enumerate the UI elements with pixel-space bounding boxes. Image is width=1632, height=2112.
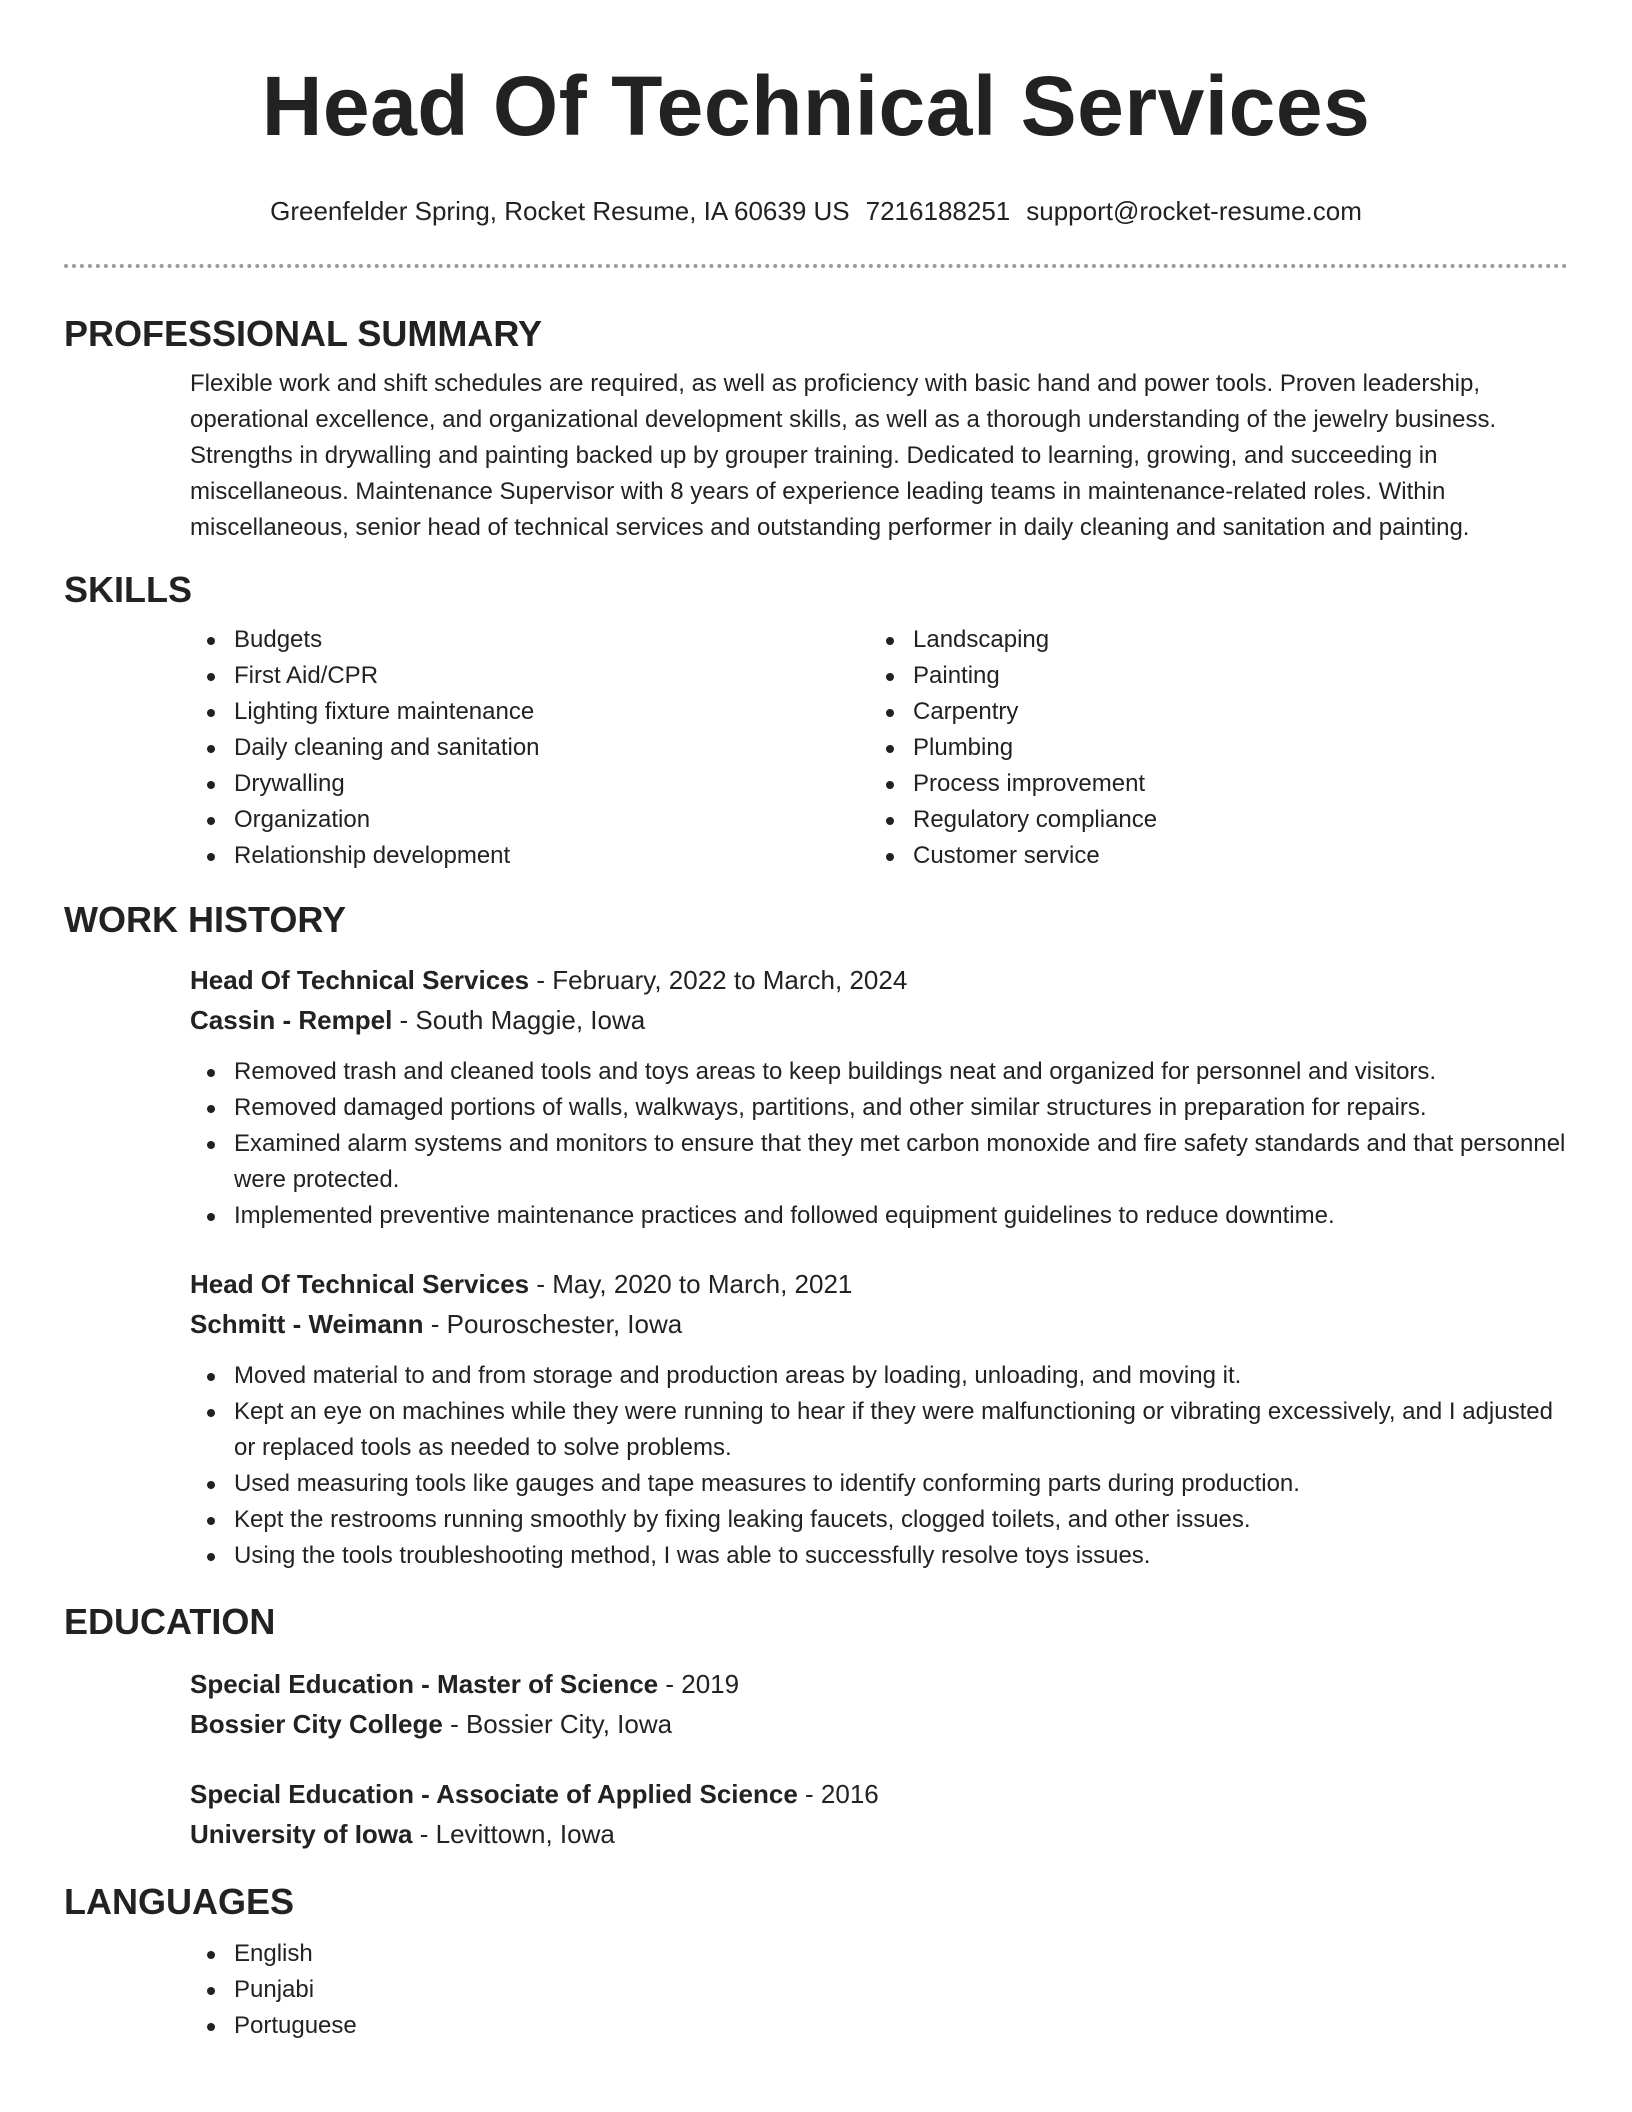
job-company: Cassin - Rempel <box>190 1005 393 1035</box>
job-bullet-list <box>190 1358 1570 1574</box>
job-position: Head Of Technical Services <box>190 965 530 995</box>
education-year: - 2019 <box>658 1669 740 1699</box>
skill-item: Customer service <box>869 838 1548 874</box>
education-location: - Bossier City, Iowa <box>442 1709 673 1739</box>
job-bullet: Removed trash and cleaned tools and toys areas to keep buildings neat and organized for personnel and visitors. <box>190 1054 1570 1090</box>
education-year: - 2016 <box>797 1779 879 1809</box>
skill-item: Relationship development <box>190 838 869 874</box>
job-bullet: Used measuring tools like gauges and tape measures to identify conforming parts during production. <box>190 1466 1570 1502</box>
education-degree: Special Education - Master of Science <box>190 1669 659 1699</box>
candidate-name: Head Of Technical Services <box>261 59 1371 153</box>
skill-item: First Aid/CPR <box>190 658 869 694</box>
work-history-section <box>64 898 1568 1574</box>
language-item: English <box>190 1936 1568 1972</box>
skills-left-column <box>190 622 869 874</box>
job-title-line <box>190 1264 1568 1304</box>
education-school: University of Iowa <box>190 1819 413 1849</box>
contact-phone: 7216188251 <box>865 196 1011 226</box>
skills-right-column <box>869 622 1548 874</box>
job-company-line <box>190 1000 1568 1040</box>
education-degree: Special Education - Associate of Applied Science <box>190 1779 798 1809</box>
education-school-line <box>190 1704 1568 1744</box>
skill-item: Process improvement <box>869 766 1548 802</box>
job-entry <box>190 1264 1568 1574</box>
education-entry <box>190 1664 1568 1744</box>
job-company: Schmitt - Weimann <box>190 1309 424 1339</box>
skill-item: Carpentry <box>869 694 1548 730</box>
skill-item: Organization <box>190 802 869 838</box>
summary-text: Flexible work and shift schedules are required, as well as proficiency with basic hand and power tools. Proven leadership, operational excellence, and organizational development skills, as well as a thorough understanding of the jewelry business. Strengths in drywalling and painting backed up by grouper training. Dedicated to learning, growing, and succeeding in miscellaneous. Maintenance Supervisor with 8 years of experience leading teams in maintenance-related roles. Within miscellaneous, senior head of technical services and outstanding performer in daily cleaning and sanitation and painting. <box>190 370 1497 541</box>
education-location: - Levittown, Iowa <box>412 1819 615 1849</box>
job-location: - Pouroschester, Iowa <box>423 1309 683 1339</box>
job-position: Head Of Technical Services <box>190 1269 530 1299</box>
skill-item: Daily cleaning and sanitation <box>190 730 869 766</box>
header-divider <box>64 264 1568 268</box>
job-company-line <box>190 1304 1568 1344</box>
contact-line <box>64 194 1568 228</box>
skill-item: Budgets <box>190 622 869 658</box>
skills-section <box>64 568 1568 874</box>
skill-item: Regulatory compliance <box>869 802 1548 838</box>
job-entry <box>190 960 1568 1234</box>
education-degree-line <box>190 1774 1568 1814</box>
job-dates: - February, 2022 to March, 2024 <box>529 965 908 995</box>
job-bullet: Implemented preventive maintenance practices and followed equipment guidelines to reduce downtime. <box>190 1198 1570 1234</box>
languages-section <box>64 1880 1568 2044</box>
job-bullet-list <box>190 1054 1570 1234</box>
education-school-line <box>190 1814 1568 1854</box>
job-bullet: Kept the restrooms running smoothly by fixing leaking faucets, clogged toilets, and other issues. <box>190 1502 1570 1538</box>
education-entry <box>190 1774 1568 1854</box>
education-heading: EDUCATION <box>64 1601 276 1642</box>
summary-section <box>64 312 1568 546</box>
contact-address: Greenfelder Spring, Rocket Resume, IA 60639 US <box>270 196 850 226</box>
job-bullet: Removed damaged portions of walls, walkways, partitions, and other similar structures in preparation for repairs. <box>190 1090 1570 1126</box>
job-dates: - May, 2020 to March, 2021 <box>529 1269 853 1299</box>
languages-heading: LANGUAGES <box>64 1881 295 1922</box>
skills-grid <box>190 622 1568 874</box>
education-section <box>64 1600 1568 1854</box>
education-degree-line <box>190 1664 1568 1704</box>
education-school: Bossier City College <box>190 1709 443 1739</box>
job-bullet: Kept an eye on machines while they were running to hear if they were malfunctioning or vibrating excessively, and I adjusted or replaced tools as needed to solve problems. <box>190 1394 1570 1466</box>
summary-heading: PROFESSIONAL SUMMARY <box>64 313 543 354</box>
languages-list <box>190 1936 1568 2044</box>
resume-page <box>64 0 1568 2044</box>
skill-item: Lighting fixture maintenance <box>190 694 869 730</box>
skill-item: Painting <box>869 658 1548 694</box>
work-history-heading: WORK HISTORY <box>64 899 347 940</box>
skills-heading: SKILLS <box>64 569 193 610</box>
contact-email: support@rocket-resume.com <box>1026 196 1362 226</box>
job-location: - South Maggie, Iowa <box>392 1005 646 1035</box>
job-bullet: Examined alarm systems and monitors to ensure that they met carbon monoxide and fire safety standards and that personnel were protected. <box>190 1126 1570 1198</box>
job-bullet: Using the tools troubleshooting method, I was able to successfully resolve toys issues. <box>190 1538 1570 1574</box>
skill-item: Plumbing <box>869 730 1548 766</box>
job-bullet: Moved material to and from storage and production areas by loading, unloading, and moving it. <box>190 1358 1570 1394</box>
language-item: Punjabi <box>190 1972 1568 2008</box>
skill-item: Landscaping <box>869 622 1548 658</box>
job-title-line <box>190 960 1568 1000</box>
language-item: Portuguese <box>190 2008 1568 2044</box>
skill-item: Drywalling <box>190 766 869 802</box>
